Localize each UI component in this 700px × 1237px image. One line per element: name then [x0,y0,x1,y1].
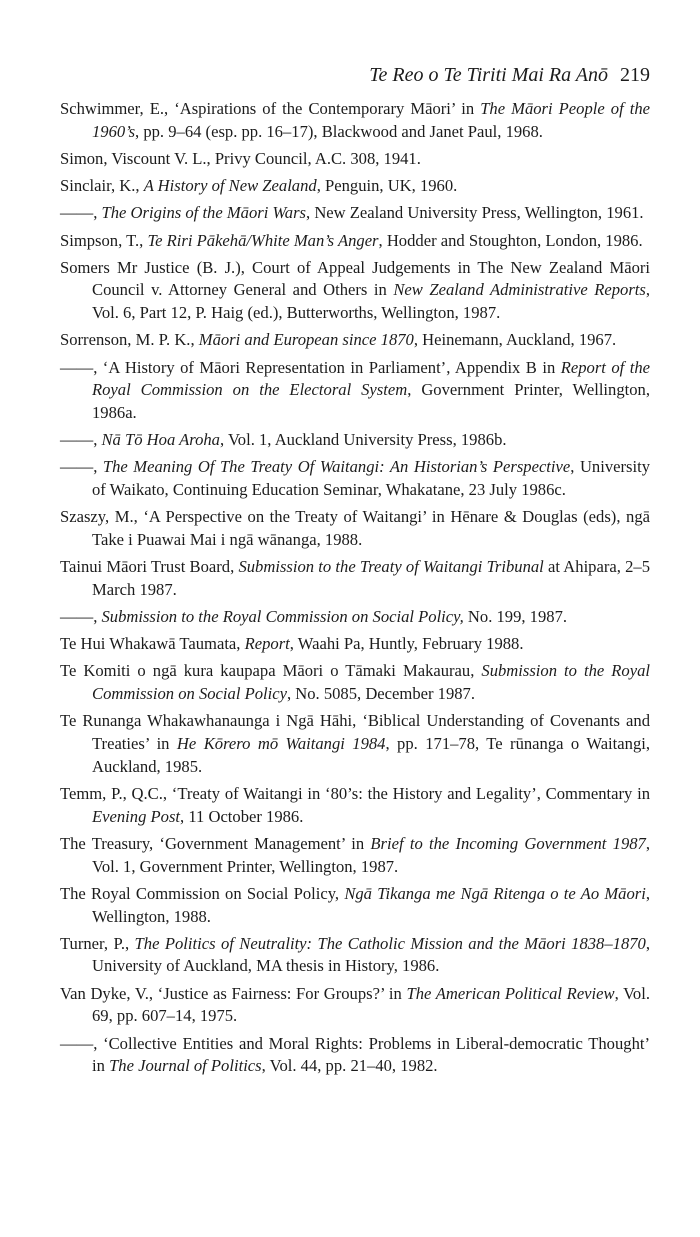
entry-text: , New Zealand University Press, Wellington, 1961. [306,203,644,223]
bibliography-entry [60,983,650,1028]
entry-text: , No. 5085, December 1987. [286,684,475,704]
entry-text: , Vol. 1, Auckland University Press, 1986b. [219,430,507,450]
entry-text: ——, ‘A History of Māori Representation in Parliament’, Appendix B in [60,357,561,377]
entry-text: Te Runanga Whakawhanaunga i Ngā Hāhi, ‘Biblical Understanding of Covenants and Treaties’ in [60,711,650,754]
entry-italic-text: Report [244,634,290,654]
running-head-title: Te Reo o Te Tiriti Mai Ra Anō [369,64,608,86]
entry-text: , Government Printer, Wellington, 1986a. [92,380,650,422]
entry-text: , Wellington, 1988. [92,883,650,926]
bibliography-entry [60,148,650,171]
entry-text: ——, [60,203,102,223]
entry-italic-text: Māori and European since 1870 [198,330,414,350]
entry-text: , Waahi Pa, Huntly, February 1988. [289,634,524,654]
entry-italic-text: The Meaning Of The Treaty Of Waitangi: An Historian’s Perspective [102,457,571,477]
entry-text: Simon, Viscount V. L., Privy Council, A.C. 308, 1941. [60,148,421,168]
bibliography-entry [60,98,650,143]
entry-text: , Vol. 1, Government Printer, Wellington, 1987. [92,833,650,876]
entry-text: , 11 October 1986. [180,806,304,826]
entry-text: Tainui Māori Trust Board, [60,557,239,577]
bibliography-entry [60,556,650,601]
entry-italic-text: The Politics of Neutrality: The Catholic Mission and the Māori 1838–1870 [134,933,646,953]
entry-text: The Treasury, ‘Government Management’ in [60,833,371,853]
bibliography-entry [60,606,650,629]
bibliography-entry [60,329,650,352]
running-head [60,62,650,88]
bibliography-entry [60,175,650,198]
entry-text: Te Komiti o ngā kura kaupapa Māori o Tāmaki Makaurau, [60,661,482,681]
entry-text: No. 199, 1987. [463,607,568,627]
entry-text: , pp. 9–64 (esp. pp. 16–17), Blackwood and Janet Paul, 1968. [135,121,543,141]
bibliography-entry [60,660,650,705]
entry-text: , Penguin, UK, 1960. [316,176,458,196]
bibliography-entry [60,633,650,656]
book-page [60,62,650,1082]
entry-text: The Royal Commission on Social Policy, [60,883,345,903]
entry-italic-text: The Origins of the Māori Wars [101,203,307,223]
entry-text: ——, [60,430,102,450]
entry-text: , Vol. 44, pp. 21–40, 1982. [261,1056,438,1076]
entry-text: ——, [60,607,102,627]
entry-text: , University of Auckland, MA thesis in History, 1986. [92,933,650,976]
entry-italic-text: Evening Post [92,806,181,826]
bibliography-entry [60,933,650,978]
entry-italic-text: Te Riri Pākehā/White Man’s Anger [147,230,379,250]
bibliography-entry [60,429,650,452]
entry-italic-text: Brief to the Incoming Government 1987 [370,833,646,853]
entry-text: Turner, P., [60,933,135,953]
entry-text: , pp. 171–78, Te rūnanga o Waitangi, Auckland, 1985. [92,734,650,776]
bibliography-entry [60,710,650,778]
entry-text: , Heinemann, Auckland, 1967. [413,330,617,350]
entry-text: at Ahipara, 2–5 March 1987. [92,557,650,599]
bibliography-entry [60,456,650,501]
bibliography-entry [60,783,650,828]
entry-text: Sinclair, K., [60,176,144,196]
entry-text: Schwimmer, E., ‘Aspirations of the Contemporary Māori’ in [60,99,481,118]
entry-italic-text: Ngā Tikanga me Ngā Ritenga o te Ao Māori [344,883,646,903]
entry-italic-text: Submission to the Royal Commission on Social Policy, [101,607,464,627]
entry-text: ——, ‘Collective Entities and Moral Rights: Problems in Liberal-democratic Thought’ in [60,1033,650,1076]
entry-italic-text: He Kōrero mō Waitangi 1984 [176,734,386,754]
bibliography-entry [60,833,650,878]
entry-text: Szaszy, M., ‘A Perspective on the Treaty of Waitangi’ in Hēnare & Douglas (eds), ngā Take i Puawai Mai i ngā wānanga, 1988. [60,507,650,549]
bibliography-entry [60,506,650,551]
entry-text: , Hodder and Stoughton, London, 1986. [378,230,643,250]
entry-text: Te Hui Whakawā Taumata, [60,634,245,654]
bibliography-list [60,98,650,1078]
bibliography-entry [60,1033,650,1078]
bibliography-entry [60,230,650,253]
bibliography-entry [60,257,650,325]
entry-text: , Vol. 6, Part 12, P. Haig (ed.), Butterworths, Wellington, 1987. [92,280,650,323]
entry-italic-text: Nā Tō Hoa Aroha [101,430,220,450]
entry-text: Sorrenson, M. P. K., [60,330,199,350]
entry-text: Somers Mr Justice (B. J.), Court of Appeal Judgements in The New Zealand Māori Council v. Attorney General and Others in [60,257,650,300]
entry-italic-text: A History of New Zealand [143,176,317,196]
entry-italic-text: Submission to the Treaty of Waitangi Tribunal [238,557,544,577]
bibliography-entry [60,202,650,225]
bibliography-entry [60,883,650,928]
entry-text: Simpson, T., [60,230,148,250]
entry-italic-text: New Zealand Administrative Reports [393,280,646,300]
entry-text: ——, [60,457,103,477]
entry-text: Van Dyke, V., ‘Justice as Fairness: For Groups?’ in [60,983,407,1003]
entry-text: , Vol. 69, pp. 607–14, 1975. [92,983,650,1026]
entry-italic-text: The Māori People of the 1960’s [92,99,651,141]
entry-italic-text: The Journal of Politics [109,1056,262,1076]
entry-italic-text: Submission to the Royal Commission on Social Policy [92,661,651,704]
entry-italic-text: Report of the Royal Commission on the Electoral System [92,357,651,400]
page-number: 219 [620,64,650,86]
entry-italic-text: The American Political Review [406,983,615,1003]
entry-text: Temm, P., Q.C., ‘Treaty of Waitangi in ‘80’s: the History and Legality’, Commentary in [60,783,650,803]
bibliography-entry [60,357,650,425]
entry-text: , University of Waikato, Continuing Education Seminar, Whakatane, 23 July 1986c. [92,457,651,500]
